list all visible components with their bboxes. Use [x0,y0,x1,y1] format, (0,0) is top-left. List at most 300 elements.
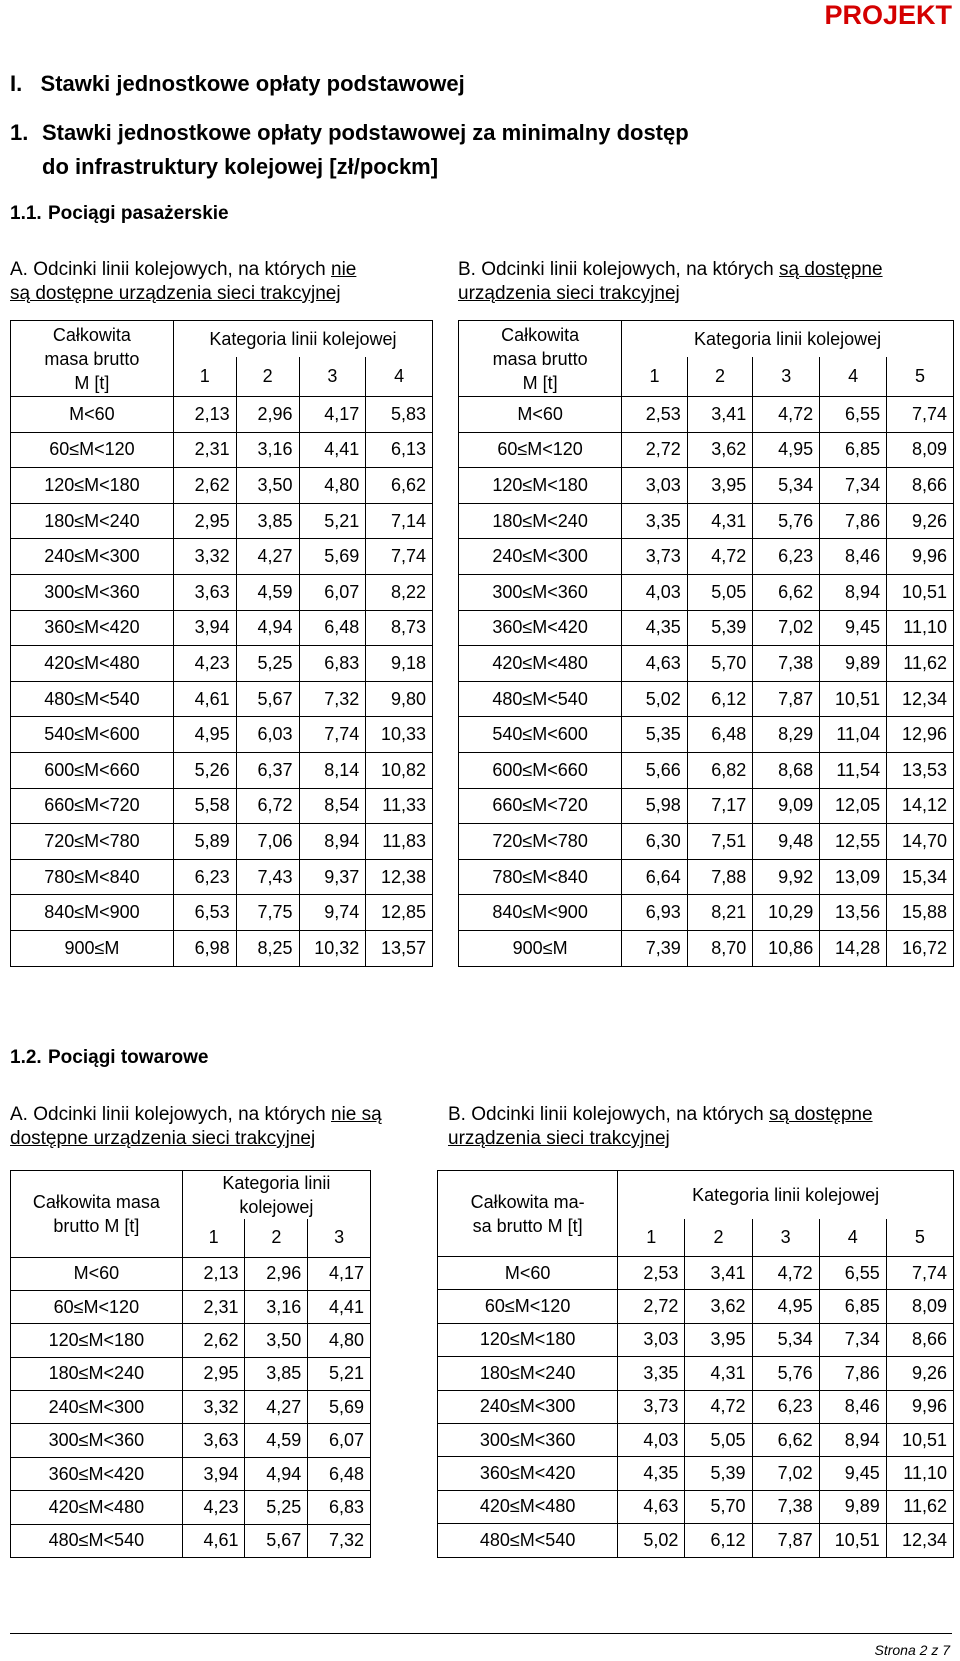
header-row [459,321,954,357]
caption-underlined: urządzenia sieci trakcyjnej [448,1128,670,1149]
mass-range-cell: 600≤M<660 [459,752,622,788]
table-row [11,824,433,860]
table-row [11,717,433,753]
rate-cell: 2,62 [173,468,236,504]
rate-cell: 4,31 [685,1357,752,1390]
rate-cell: 5,26 [173,752,236,788]
table-row [459,646,954,682]
mass-range-cell: M<60 [11,397,174,433]
passenger-table-b [458,320,954,967]
mass-range-cell: 780≤M<840 [11,859,174,895]
caption-prefix: B. Odcinki linii kolejowych, na których [458,259,780,280]
rate-cell: 6,85 [819,1290,886,1323]
rate-cell: 5,21 [299,503,366,539]
table-row [459,503,954,539]
mass-range-cell: 900≤M [459,930,622,966]
rate-cell: 3,94 [173,610,236,646]
caption-underlined: nie [331,259,357,280]
rate-cell: 4,80 [308,1324,371,1357]
rate-cell: 4,17 [299,397,366,433]
rate-cell: 6,48 [308,1457,371,1490]
category-number: 3 [752,1219,819,1257]
rate-cell: 4,63 [622,646,688,682]
rate-cell: 4,35 [622,610,688,646]
rate-cell: 7,75 [236,895,299,931]
mass-range-cell: 660≤M<720 [11,788,174,824]
category-number: 2 [687,357,753,397]
mass-range-cell: 240≤M<300 [11,1391,183,1424]
mass-range-cell: 120≤M<180 [438,1323,618,1356]
category-header-text: Kategoria linii kolejowej [692,1184,880,1205]
rate-cell: 10,86 [753,930,820,966]
rate-cell: 12,34 [887,681,954,717]
table-row [459,788,954,824]
table-row [438,1490,954,1523]
mass-range-cell: 180≤M<240 [11,503,174,539]
rate-cell: 8,66 [887,468,954,504]
section-1-2-title: Pociągi towarowe [48,1047,209,1068]
rate-cell: 7,74 [299,717,366,753]
mass-range-cell: 480≤M<540 [438,1524,618,1557]
footer-divider [10,1633,952,1634]
mass-range-cell: 360≤M<420 [11,610,174,646]
rate-cell: 5,98 [622,788,688,824]
mass-range-cell: 240≤M<300 [459,539,622,575]
rate-cell: 4,27 [236,539,299,575]
rate-cell: 4,63 [618,1490,685,1523]
rate-cell: 6,23 [753,539,820,575]
rate-cell: 9,45 [819,1457,886,1490]
rate-cell: 3,35 [622,503,688,539]
rate-cell: 10,51 [886,1423,953,1456]
rate-cell: 2,13 [182,1257,245,1290]
mass-range-cell: 360≤M<420 [459,610,622,646]
mass-range-cell: 420≤M<480 [459,646,622,682]
rate-cell: 2,96 [236,397,299,433]
mass-range-cell: 60≤M<120 [438,1290,618,1323]
rate-cell: 8,09 [887,432,954,468]
section-1-1-title: Pociągi pasażerskie [48,203,229,224]
rate-cell: 2,31 [182,1290,245,1323]
category-header-text: Kategoria linii [222,1173,331,1193]
rate-cell: 4,41 [308,1290,371,1323]
rate-cell: 4,95 [173,717,236,753]
rate-cell: 4,23 [173,646,236,682]
rate-cell: 14,70 [887,824,954,860]
mass-range-cell: 180≤M<240 [438,1357,618,1390]
rate-cell: 5,89 [173,824,236,860]
mass-range-cell: 900≤M [11,930,174,966]
rate-cell: 7,74 [886,1257,953,1290]
rate-cell: 4,03 [622,574,688,610]
table-row [11,752,433,788]
mass-range-cell: 360≤M<420 [11,1457,183,1490]
rate-cell: 6,07 [308,1424,371,1457]
rate-cell: 5,69 [308,1391,371,1424]
rate-cell: 7,38 [752,1490,819,1523]
rate-cell: 15,34 [887,859,954,895]
rate-cell: 9,74 [299,895,366,931]
rate-cell: 3,32 [182,1391,245,1424]
rate-cell: 11,10 [886,1457,953,1490]
rate-cell: 8,46 [819,1390,886,1423]
rate-cell: 7,32 [308,1524,371,1557]
rate-cell: 6,83 [299,646,366,682]
category-number: 4 [820,357,887,397]
rate-cell: 13,09 [820,859,887,895]
rate-cell: 6,07 [299,574,366,610]
rate-cell: 2,53 [622,397,688,433]
category-number: 1 [618,1219,685,1257]
rate-cell: 3,41 [685,1257,752,1290]
rate-cell: 5,83 [366,397,433,433]
section-1-2-number: 1.2. [10,1047,42,1068]
table-row [459,610,954,646]
table-row [459,859,954,895]
rate-cell: 3,73 [622,539,688,575]
rate-cell: 5,05 [685,1423,752,1456]
rate-cell: 5,70 [685,1490,752,1523]
rate-cell: 14,28 [820,930,887,966]
rate-cell: 7,88 [687,859,753,895]
caption-passenger-a [10,258,430,306]
section-i-heading: I. Stawki jednostkowe opłaty podstawowej [10,71,465,96]
rate-cell: 3,63 [173,574,236,610]
caption-underlined: są dostępne [769,1104,873,1125]
caption-underlined: są dostępne urządzenia sieci trakcyjnej [10,283,341,304]
rate-cell: 9,89 [820,646,887,682]
category-number: 3 [753,357,820,397]
rate-cell: 4,41 [299,432,366,468]
rate-cell: 5,67 [245,1524,308,1557]
category-header [622,321,954,357]
rate-cell: 8,94 [299,824,366,860]
rate-cell: 5,21 [308,1357,371,1390]
mass-range-cell: 780≤M<840 [459,859,622,895]
mass-range-cell: 120≤M<180 [11,468,174,504]
rate-cell: 13,56 [820,895,887,931]
rate-cell: 2,95 [182,1357,245,1390]
rate-cell: 11,62 [887,646,954,682]
mass-range-cell: 840≤M<900 [11,895,174,931]
rate-cell: 3,85 [245,1357,308,1390]
mass-header-text: M [t] [522,372,558,393]
category-number: 1 [182,1219,245,1257]
rate-cell: 4,61 [182,1524,245,1557]
mass-header-text: masa brutto [44,348,140,369]
rate-cell: 6,53 [173,895,236,931]
table-row [459,717,954,753]
mass-range-cell: 240≤M<300 [11,539,174,575]
rate-cell: 9,48 [753,824,820,860]
rate-cell: 8,94 [819,1423,886,1456]
mass-range-cell: 480≤M<540 [459,681,622,717]
category-number: 2 [685,1219,752,1257]
mass-range-cell: 60≤M<120 [11,1290,183,1323]
rate-cell: 4,95 [752,1290,819,1323]
mass-range-cell: 60≤M<120 [11,432,174,468]
rate-cell: 10,33 [366,717,433,753]
rate-cell: 6,12 [687,681,753,717]
table-row [11,1290,371,1323]
category-number: 5 [887,357,954,397]
section-1-heading [10,116,689,184]
category-header-text: Kategoria linii kolejowej [209,328,397,349]
freight-table-b [437,1170,954,1558]
rate-cell: 9,45 [820,610,887,646]
mass-range-cell: 240≤M<300 [438,1390,618,1423]
rate-cell: 2,72 [622,432,688,468]
category-number: 1 [173,357,236,397]
mass-range-cell: M<60 [459,397,622,433]
mass-header-text: M [t] [74,372,110,393]
category-number: 4 [366,357,433,397]
rate-cell: 4,72 [687,539,753,575]
rate-cell: 9,96 [886,1390,953,1423]
rate-cell: 3,03 [622,468,688,504]
rate-cell: 12,55 [820,824,887,860]
mass-range-cell: 420≤M<480 [11,646,174,682]
caption-freight-b [448,1103,948,1151]
rate-cell: 6,55 [819,1257,886,1290]
rate-cell: 5,69 [299,539,366,575]
table-row [459,574,954,610]
table-row [11,1424,371,1457]
rate-cell: 7,74 [366,539,433,575]
table-row [11,1357,371,1390]
rate-cell: 2,62 [182,1324,245,1357]
caption-prefix: A. Odcinki linii kolejowych, na których [10,259,332,280]
rate-cell: 6,62 [752,1423,819,1456]
rate-cell: 6,62 [366,468,433,504]
category-number: 3 [308,1219,371,1257]
category-number: 3 [299,357,366,397]
rate-cell: 12,38 [366,859,433,895]
rate-cell: 8,14 [299,752,366,788]
category-number: 4 [819,1219,886,1257]
rate-cell: 4,17 [308,1257,371,1290]
rate-cell: 9,18 [366,646,433,682]
rate-cell: 5,02 [618,1524,685,1557]
rate-cell: 12,34 [886,1524,953,1557]
rate-cell: 10,51 [887,574,954,610]
rate-cell: 6,12 [685,1524,752,1557]
rate-cell: 7,14 [366,503,433,539]
rate-cell: 8,22 [366,574,433,610]
section-1-1-number: 1.1. [10,203,42,224]
rate-cell: 7,38 [753,646,820,682]
category-number: 5 [886,1219,953,1257]
mass-header [438,1171,618,1257]
rate-cell: 7,87 [753,681,820,717]
rate-cell: 3,50 [245,1324,308,1357]
caption-underlined: dostępne urządzenia sieci trakcyjnej [10,1128,316,1149]
rate-cell: 7,87 [752,1524,819,1557]
rate-cell: 8,09 [886,1290,953,1323]
rate-cell: 7,06 [236,824,299,860]
section-1-2-heading [10,1047,208,1069]
rate-cell: 7,86 [820,503,887,539]
rate-cell: 8,68 [753,752,820,788]
rate-cell: 3,41 [687,397,753,433]
table-row [11,646,433,682]
rate-cell: 7,43 [236,859,299,895]
rate-cell: 6,93 [622,895,688,931]
rate-cell: 8,66 [886,1323,953,1356]
rate-cell: 7,02 [753,610,820,646]
table-row [438,1457,954,1490]
rate-cell: 4,94 [236,610,299,646]
rate-cell: 4,72 [753,397,820,433]
caption-prefix: A. Odcinki linii kolejowych, na których [10,1104,332,1125]
rate-cell: 3,63 [182,1424,245,1457]
table-row [459,681,954,717]
rate-cell: 8,46 [820,539,887,575]
rate-cell: 4,59 [236,574,299,610]
rate-cell: 3,16 [245,1290,308,1323]
rate-cell: 5,35 [622,717,688,753]
page-number: Strona 2 z 7 [874,1642,950,1658]
rate-cell: 12,85 [366,895,433,931]
rate-cell: 7,32 [299,681,366,717]
table-row [11,610,433,646]
category-header-text: Kategoria linii kolejowej [694,328,882,349]
mass-range-cell: 720≤M<780 [459,824,622,860]
mass-range-cell: 180≤M<240 [11,1357,183,1390]
rate-cell: 6,23 [173,859,236,895]
rate-cell: 3,95 [687,468,753,504]
rate-cell: 15,88 [887,895,954,931]
mass-range-cell: 480≤M<540 [11,1524,183,1557]
caption-underlined: są dostępne [779,259,883,280]
rate-cell: 8,25 [236,930,299,966]
rate-cell: 6,55 [820,397,887,433]
rate-cell: 3,95 [685,1323,752,1356]
rate-cell: 3,03 [618,1323,685,1356]
rate-cell: 9,80 [366,681,433,717]
rate-cell: 3,35 [618,1357,685,1390]
mass-header-text: brutto M [t] [53,1215,140,1236]
rate-cell: 6,72 [236,788,299,824]
table-row [11,930,433,966]
rate-cell: 10,82 [366,752,433,788]
rate-cell: 4,72 [685,1390,752,1423]
rate-cell: 13,57 [366,930,433,966]
rate-cell: 8,70 [687,930,753,966]
table-row [459,539,954,575]
mass-header-text: Całkowita masa [32,1191,160,1212]
rate-cell: 5,67 [236,681,299,717]
rate-cell: 6,62 [753,574,820,610]
rate-cell: 4,59 [245,1424,308,1457]
table-row [11,574,433,610]
table-row [11,1491,371,1524]
table-row [438,1323,954,1356]
rate-cell: 8,21 [687,895,753,931]
mass-range-cell: 420≤M<480 [438,1490,618,1523]
rate-cell: 7,17 [687,788,753,824]
mass-range-cell: 540≤M<600 [11,717,174,753]
table-row [438,1423,954,1456]
rate-cell: 2,72 [618,1290,685,1323]
table-row [11,1324,371,1357]
table-row [11,1391,371,1424]
rate-cell: 9,92 [753,859,820,895]
table-row [11,859,433,895]
category-number: 2 [236,357,299,397]
rate-cell: 5,39 [685,1457,752,1490]
table-row [459,397,954,433]
rate-cell: 7,39 [622,930,688,966]
rate-cell: 9,09 [753,788,820,824]
rate-cell: 5,34 [753,468,820,504]
freight-table-a [10,1170,371,1558]
rate-cell: 2,95 [173,503,236,539]
rate-cell: 9,26 [887,503,954,539]
rate-cell: 11,54 [820,752,887,788]
rate-cell: 4,31 [687,503,753,539]
rate-cell: 12,96 [887,717,954,753]
mass-range-cell: 60≤M<120 [459,432,622,468]
caption-underlined: nie są [331,1104,382,1125]
mass-header [11,1171,183,1258]
rate-cell: 6,30 [622,824,688,860]
rate-cell: 5,58 [173,788,236,824]
rate-cell: 5,39 [687,610,753,646]
table-row [11,788,433,824]
section-1-line2: do infrastruktury kolejowej [zł/pockm] [42,154,439,179]
section-1-line1: Stawki jednostkowe opłaty podstawowej za minimalny dostęp [42,120,689,145]
rate-cell: 9,89 [819,1490,886,1523]
rate-cell: 11,62 [886,1490,953,1523]
rate-cell: 6,03 [236,717,299,753]
rate-cell: 4,27 [245,1391,308,1424]
rate-cell: 5,76 [753,503,820,539]
rate-cell: 3,50 [236,468,299,504]
rate-cell: 8,29 [753,717,820,753]
section-1-number: 1. [10,120,29,145]
table-row [11,432,433,468]
rate-cell: 7,51 [687,824,753,860]
category-header [182,1171,370,1220]
rate-cell: 6,23 [752,1390,819,1423]
mass-header-text: Całkowita [52,324,131,345]
caption-freight-a [10,1103,440,1151]
mass-header-text: masa brutto [492,348,588,369]
rate-cell: 10,51 [819,1524,886,1557]
rate-cell: 5,25 [236,646,299,682]
rate-cell: 4,23 [182,1491,245,1524]
mass-range-cell: 840≤M<900 [459,895,622,931]
rate-cell: 3,94 [182,1457,245,1490]
mass-range-cell: 480≤M<540 [11,681,174,717]
rate-cell: 6,13 [366,432,433,468]
table-row [459,824,954,860]
table-row [438,1257,954,1290]
rate-cell: 5,66 [622,752,688,788]
rate-cell: 14,12 [887,788,954,824]
table-row [438,1524,954,1557]
mass-range-cell: 300≤M<360 [11,1424,183,1457]
rate-cell: 5,76 [752,1357,819,1390]
table-row [11,1257,371,1290]
table-row [11,503,433,539]
section-1-1-heading [10,203,229,225]
category-number: 1 [622,357,688,397]
mass-range-cell: 540≤M<600 [459,717,622,753]
rate-cell: 8,73 [366,610,433,646]
table-row [11,681,433,717]
